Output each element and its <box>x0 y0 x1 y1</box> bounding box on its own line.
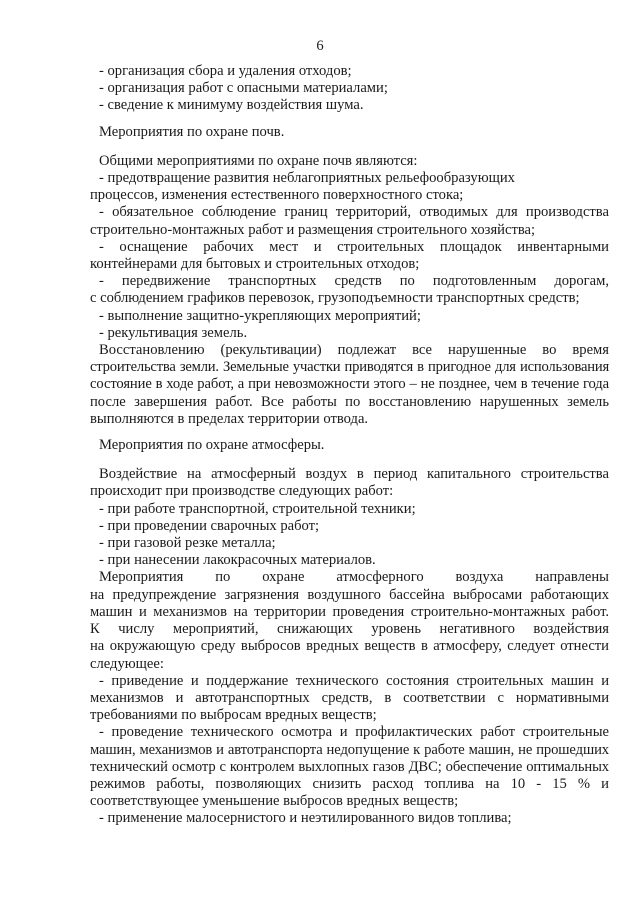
text-line: - предотвращение развития неблагоприятных рельефообразующих <box>99 170 515 187</box>
text-line: - проведение технического осмотра и профилактических работ строительные <box>99 724 609 741</box>
text-line: машин и механизмов на территории проведения строительно-монтажных работ. <box>90 603 609 620</box>
text-line: механизмов и автотранспортных средств, в соответствии с нормативными <box>90 689 609 706</box>
section-heading-soil: Мероприятия по охране почв. <box>99 123 285 140</box>
text-line: соответствующее уменьшение выбросов вредных веществ; <box>90 793 459 810</box>
text-line: - организация сбора и удаления отходов; <box>99 63 352 79</box>
text-line: требованиями по выбросам вредных веществ; <box>90 707 377 724</box>
text-line: после завершения работ. Все работы по восстановлению нарушенных земель <box>90 393 609 410</box>
text-line: Восстановлению (рекультивации) подлежат все нарушенные во время <box>99 342 609 359</box>
text-line: состояние в ходе работ, а при невозможности этого – не позднее, чем в течение года <box>90 376 609 393</box>
text-line: - обязательное соблюдение границ территорий, отводимых для производства <box>99 204 609 221</box>
text-line: К числу мероприятий, снижающих уровень негативного воздействия <box>90 621 609 638</box>
text-line: - применение малосернистого и неэтилированного видов топлива; <box>99 810 512 827</box>
text-line: - сведение к минимуму воздействия шума. <box>99 97 364 114</box>
text-line: строительно-монтажных работ и размещения строительного хозяйства; <box>90 221 536 238</box>
text-line: процессов, изменения естественного поверхностного стока; <box>90 187 464 204</box>
text-line: - при нанесении лакокрасочных материалов. <box>99 552 376 569</box>
text-line: технический осмотр с контролем выхлопных газов ДВС; обеспечение оптимальных <box>90 758 609 775</box>
text-line: выполняются в пределах территории отвода. <box>90 410 369 427</box>
text-line: Воздействие на атмосферный воздух в период капитального строительства <box>99 466 609 483</box>
text-line: - приведение и поддержание технического состояния строительных машин и <box>99 672 609 689</box>
text-line: режимов работы, позволяющих снизить расход топлива на 10 - 15 % и <box>90 775 609 792</box>
section-heading-atmosphere: Мероприятия по охране атмосферы. <box>99 437 325 454</box>
text-line: на окружающую среду выбросов вредных веществ в атмосферу, следует отнести <box>90 638 609 655</box>
page-body <box>90 63 609 828</box>
text-line: - передвижение транспортных средств по подготовленным дорогам, <box>99 273 609 290</box>
text-line: Общими мероприятиями по охране почв являются: <box>99 152 418 169</box>
text-line: - оснащение рабочих мест и строительных площадок инвентарными <box>99 238 609 255</box>
text-line: - организация работ с опасными материалами; <box>99 80 388 97</box>
page-number: 6 <box>316 38 324 54</box>
text-line: - рекультивация земель. <box>99 324 248 341</box>
text-line: - при проведении сварочных работ; <box>99 517 320 534</box>
text-line: контейнерами для бытовых и строительных отходов; <box>90 256 420 273</box>
text-line: машин, механизмов и автотранспорта недопущение к работе машин, не прошедших <box>90 741 609 758</box>
text-line: на предупреждение загрязнения воздушного бассейна выбросами работающих <box>90 586 609 603</box>
text-line: Мероприятия по охране атмосферного воздуха направлены <box>99 569 609 586</box>
text-line: следующее: <box>90 655 164 672</box>
text-line: строительства земли. Земельные участки приводятся в пригодное для использования <box>90 359 609 376</box>
text-line: - при газовой резке металла; <box>99 535 276 552</box>
text-line: происходит при производстве следующих работ: <box>90 483 394 500</box>
text-line: - при работе транспортной, строительной техники; <box>99 500 416 517</box>
text-line: - выполнение защитно-укрепляющих мероприятий; <box>99 307 421 324</box>
text-line: с соблюдением графиков перевозок, грузоподъемности транспортных средств; <box>90 290 580 307</box>
